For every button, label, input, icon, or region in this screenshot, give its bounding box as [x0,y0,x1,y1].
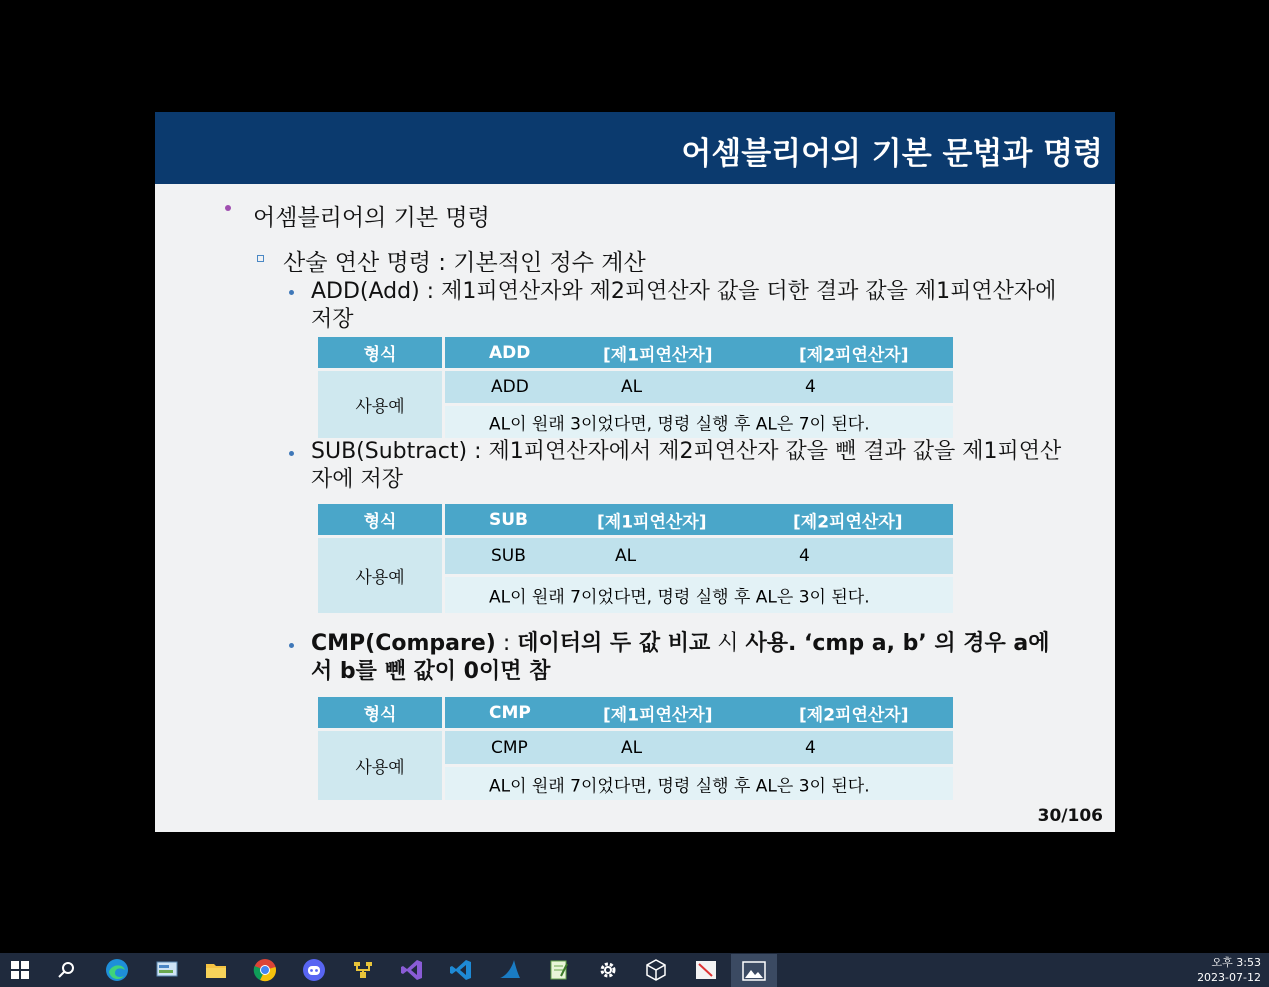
windows-start-icon[interactable] [8,958,32,982]
format-label: 형식 [317,336,444,370]
page-number: 30/106 [1037,806,1103,826]
cmp-text-2: 시 [710,631,746,656]
header-operand2: [제2피연산자] [799,705,909,725]
clock-date: 2023-07-12 [1197,971,1261,984]
visual-studio-icon[interactable] [400,958,424,982]
example-description: AL이 원래 7이었다면, 명령 실행 후 AL은 3이 된다. [489,587,870,608]
search-icon[interactable] [55,958,79,982]
edge-icon[interactable] [105,958,129,982]
header-opcode: ADD [489,342,531,363]
paint-icon[interactable] [694,958,718,982]
example-operand2: 4 [805,377,816,397]
sub-description: SUB(Subtract) : 제1피연산자에서 제2피연산자 값을 뺀 결과 값을 제1피연산자에 저장 [311,439,1062,492]
discord-icon[interactable] [302,958,326,982]
notepad-plus-icon[interactable] [547,958,571,982]
example-operand1: AL [621,377,643,397]
wireshark-icon[interactable] [498,958,522,982]
example-operand1: AL [621,737,643,758]
vscode-icon[interactable] [449,958,473,982]
bullet-arith-commands: 산술 연산 명령 : 기본적인 정수 계산 [283,250,646,276]
photos-icon[interactable] [731,954,777,987]
example-operand1: AL [615,546,637,566]
format-label: 형식 [317,696,444,730]
file-explorer-icon[interactable] [204,958,228,982]
sub-instruction-table [315,501,956,616]
slide-title: 어셈블리어의 기본 문법과 명령 [681,136,1103,172]
bullet-dot-icon [289,290,294,295]
presentation-slide [155,112,1115,832]
header-operand1: [제1피연산자] [597,512,707,532]
usage-example-label: 사용예 [317,730,444,802]
cmp-instruction-table [315,694,956,803]
example-opcode: ADD [491,377,529,397]
example-operand2: 4 [805,737,816,758]
header-operand2: [제2피연산자] [799,345,909,365]
example-description: AL이 원래 7이었다면, 명령 실행 후 AL은 3이 된다. [489,776,870,796]
format-label: 형식 [317,503,444,537]
network-tool-icon[interactable] [351,958,375,982]
control-panel-icon[interactable] [155,958,179,982]
cmp-separator: : [495,631,518,656]
system-clock[interactable] [1197,955,1261,985]
header-operand2: [제2피연산자] [793,512,903,532]
usage-example-label: 사용예 [317,370,444,440]
clock-time: 오후 3:53 [1211,956,1261,969]
settings-gear-icon[interactable] [596,958,620,982]
bullet-dot-icon [289,451,294,456]
taskbar [0,953,1269,987]
header-operand1: [제1피연산자] [603,345,713,365]
header-opcode: SUB [489,509,529,530]
example-opcode: SUB [491,546,526,566]
example-operand2: 4 [799,546,810,566]
add-description: ADD(Add) : 제1피연산자와 제2피연산자 값을 더한 결과 값을 제1피연산자에 저장 [311,279,1057,332]
chrome-icon[interactable] [253,958,277,982]
sub-bullet-square-icon [257,255,264,262]
cmp-text-1: 데이터의 두 값 비교 [517,631,711,656]
slide-title-bar [155,112,1115,184]
example-opcode: CMP [491,737,528,758]
bullet-basic-commands: 어셈블리어의 기본 명령 [253,205,490,231]
usage-example-label: 사용예 [317,537,444,615]
add-instruction-table [315,334,956,441]
header-opcode: CMP [489,702,531,723]
bullet-dot-icon [289,643,294,648]
example-description: AL이 원래 3이었다면, 명령 실행 후 AL은 7이 된다. [489,414,870,435]
virtualbox-icon[interactable] [644,958,668,982]
bullet-dot-icon [225,205,231,211]
header-operand1: [제1피연산자] [603,705,713,725]
cmp-title: CMP(Compare) [311,631,496,656]
cmp-description [311,630,1051,686]
cmp-text-3: 사용. ‘cmp a, b’ 의 경우 a에서 b를 뺀 값이 0이면 참 [311,631,1050,684]
